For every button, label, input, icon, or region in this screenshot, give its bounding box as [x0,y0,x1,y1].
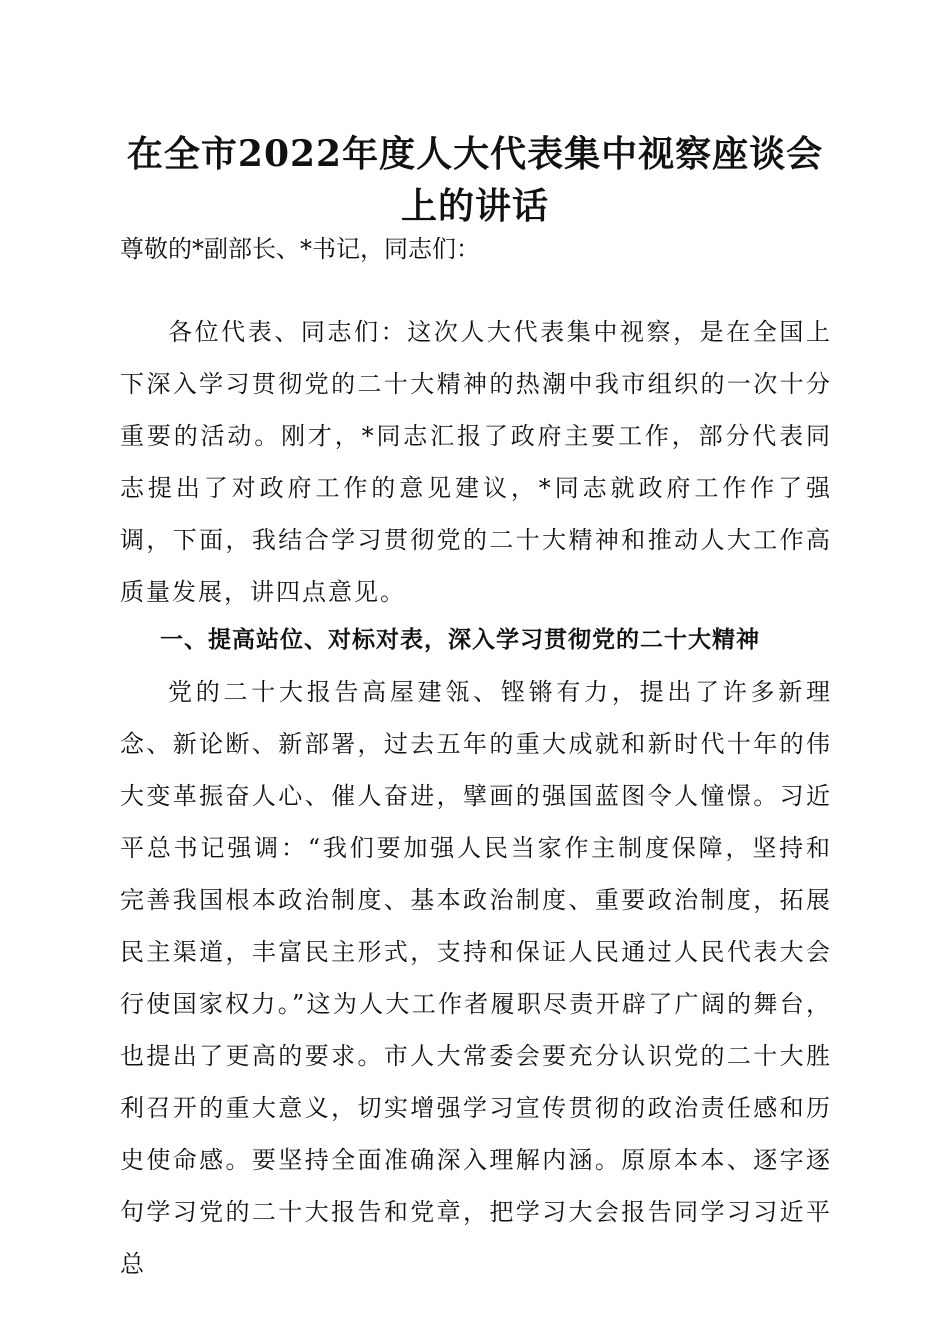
salutation: 尊敬的*副部长、*书记，同志们： [120,235,480,263]
section-heading: 一、提高站位、对标对表，深入学习贯彻党的二十大精神 [160,627,760,653]
opening-paragraph: 各位代表、同志们：这次人大代表集中视察，是在全国上下深入学习贯彻党的二十大精神的热潮中我市组织的一次十分重要的活动。刚才，*同志汇报了政府主要工作，部分代表同志提出了对政府工作的意见建议，*同志就政府工作作了强调，下面，我结合学习贯彻党的二十大精神和推动人大工作高质量发展，讲四点意见。 [120,318,832,606]
section-paragraph: 党的二十大报告高屋建瓴、铿锵有力，提出了许多新理念、新论断、新部署，过去五年的重大成就和新时代十年的伟大变革振奋人心、催人奋进，擘画的强国蓝图令人憧憬。习近平总书记强调：“我们要加强人民当家作主制度保障，坚持和完善我国根本政治制度、基本政治制度、重要政治制度，拓展民主渠道，丰富民主形式，支持和保证人民通过人民代表大会行使国家权力。”这为人大工作者履职尽责开辟了广阔的舞台，也提出了更高的要求。市人大常委会要充分认识党的二十大胜利召开的重大意义，切实增强学习宣传贯彻的政治责任感和历史使命感。要坚持全面准确深入理解内涵。原原本本、逐字逐句学习党的二十大报告和党章，把学习大会报告同学习习近平总 [120,678,832,1278]
document-title: 在全市2022年度人大代表集中视察座谈会上的讲话 [126,133,824,227]
